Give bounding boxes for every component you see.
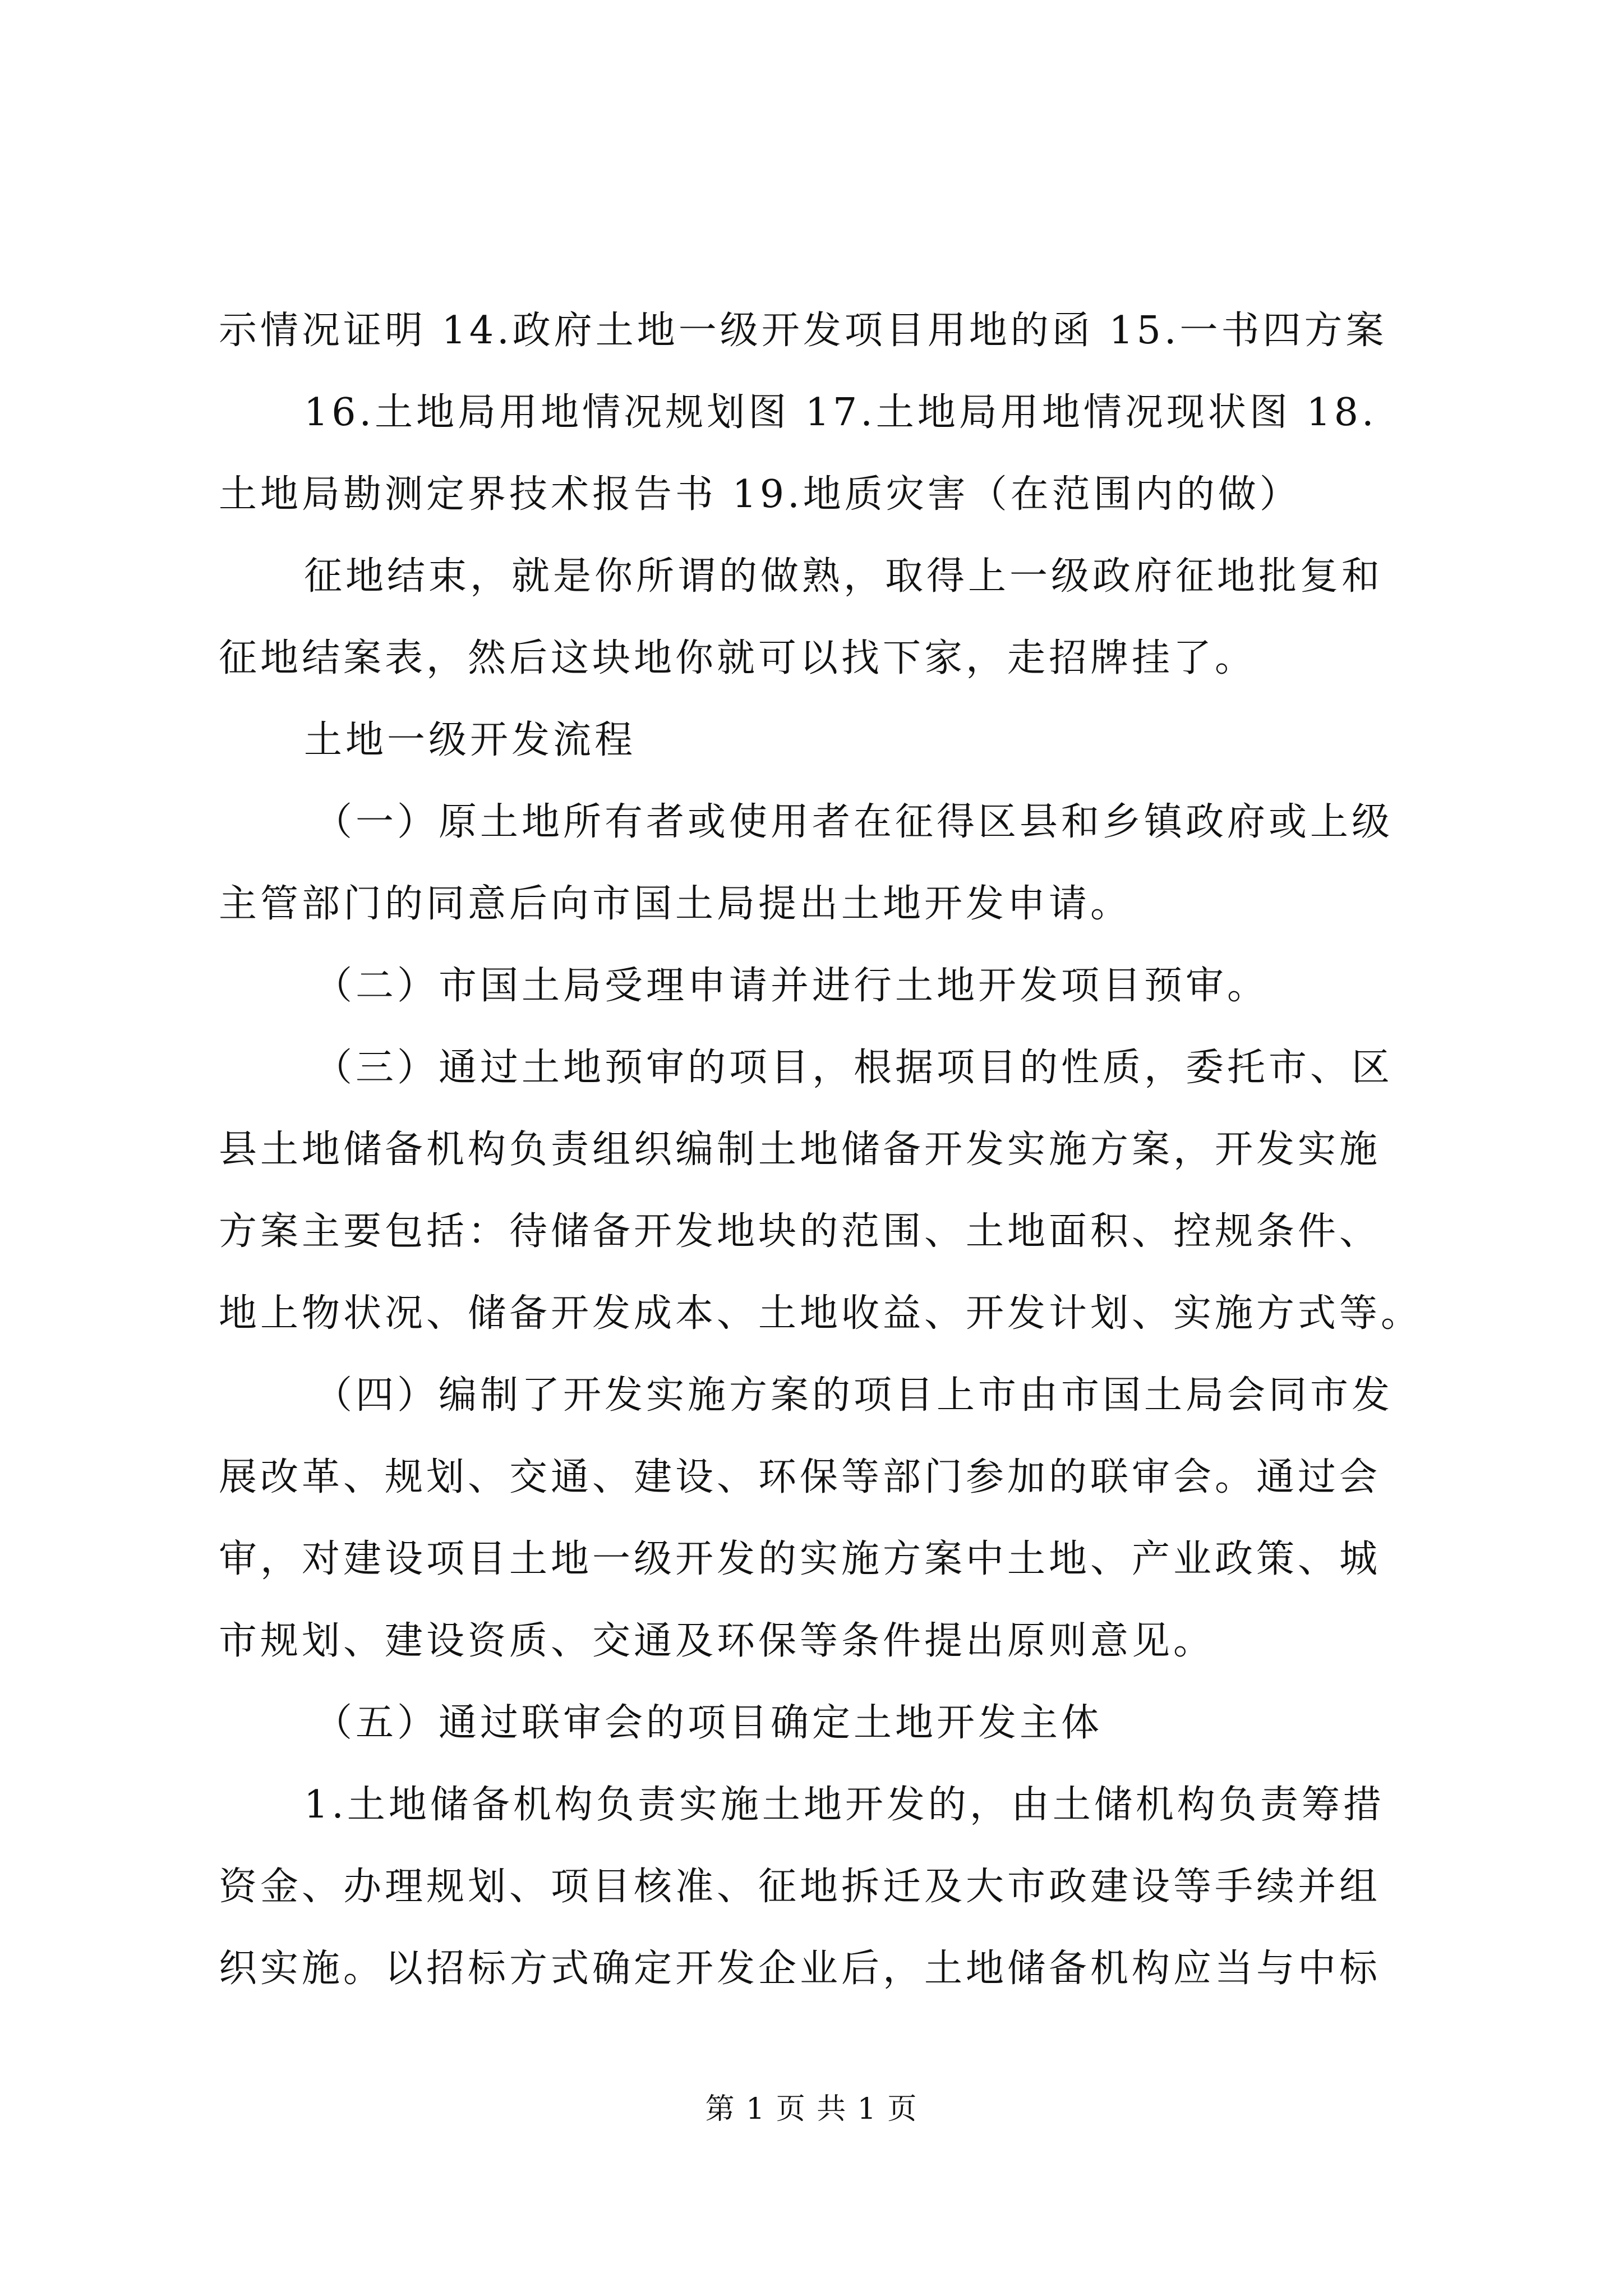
text-line: （二）市国土局受理申请并进行土地开发项目预审。 [314,964,1269,1008]
text-line: 资金、办理规划、项目核准、征地拆迁及大市政建设等手续并组 [219,1865,1381,1909]
text-line: 地上物状况、储备开发成本、土地收益、开发计划、实施方式等。 [219,1291,1423,1336]
text-line: 展改革、规划、交通、建设、环保等部门参加的联审会。通过会 [219,1455,1381,1499]
section-heading: 土地一级开发流程 [304,718,637,762]
text-line: 征地结案表，然后这块地你就可以找下家，走招牌挂了。 [219,636,1257,680]
text-line: 方案主要包括：待储备开发地块的范围、土地面积、控规条件、 [219,1209,1381,1254]
text-line: （一）原土地所有者或使用者在征得区县和乡镇政府或上级 [314,800,1394,844]
page-footer: 第 1 页 共 1 页 [705,2092,918,2126]
text-line: 县土地储备机构负责组织编制土地储备开发实施方案，开发实施 [219,1128,1381,1172]
text-line: 市规划、建设资质、交通及环保等条件提出原则意见。 [219,1619,1215,1663]
text-line: （四）编制了开发实施方案的项目上市由市国土局会同市发 [314,1373,1394,1418]
text-line: 主管部门的同意后向市国土局提出土地开发申请。 [219,882,1132,926]
text-line: （五）通过联审会的项目确定土地开发主体 [314,1701,1103,1745]
text-line: 土地局勘测定界技术报告书 19.地质灾害（在范围内的做） [219,472,1301,517]
text-line: 示情况证明 14.政府土地一级开发项目用地的函 15.一书四方案 [219,309,1387,353]
text-line: 16.土地局用地情况规划图 17.土地局用地情况现状图 18. [304,390,1377,435]
text-line: 审，对建设项目土地一级开发的实施方案中土地、产业政策、城 [219,1537,1381,1581]
text-line: 征地结束，就是你所谓的做熟，取得上一级政府征地批复和 [304,554,1384,599]
text-line: 1.土地储备机构负责实施土地开发的，由土储机构负责筹措 [304,1783,1385,1827]
text-line: 织实施。以招标方式确定开发企业后，土地储备机构应当与中标 [219,1947,1381,1991]
text-line: （三）通过土地预审的项目，根据项目的性质，委托市、区 [314,1046,1394,1090]
